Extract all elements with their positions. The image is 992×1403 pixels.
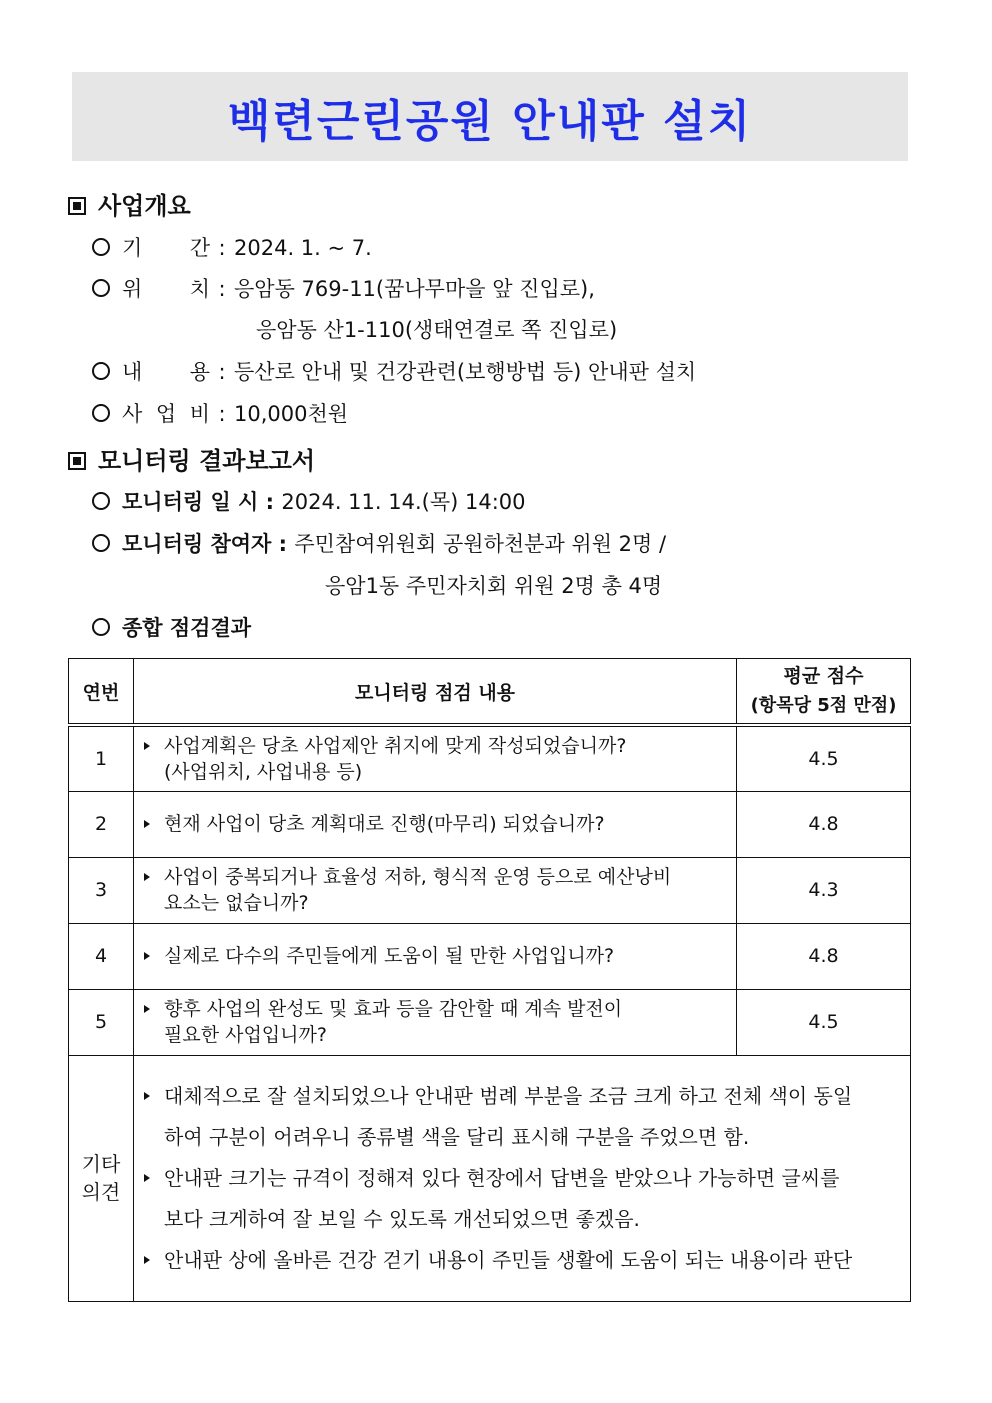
participants-value-1: 주민참여위원회 공원하천분과 위원 2명 / xyxy=(294,532,667,556)
header-content: 모니터링 점검 내용 xyxy=(134,659,737,726)
content-value: 등산로 안내 및 건강관련(보행방법 등) 안내판 설치 xyxy=(234,360,697,384)
monitoring-date-row: 모니터링 일 시 : 2024. 11. 14.(목) 14:00 xyxy=(92,486,526,516)
opinion-item: 안내판 상에 올바른 건강 걷기 내용이 주민들 생활에 도움이 되는 내용이라 판단 xyxy=(142,1240,904,1281)
row-score: 4.8 xyxy=(737,923,911,989)
period-value: 2024. 1. ~ 7. xyxy=(234,236,372,260)
circle-bullet-icon xyxy=(92,534,110,552)
triangle-bullet-icon xyxy=(144,1092,150,1100)
triangle-bullet-icon xyxy=(144,742,150,750)
square-bullet-icon xyxy=(68,452,86,470)
circle-bullet-icon xyxy=(92,492,110,510)
row-score: 4.3 xyxy=(737,857,911,923)
circle-bullet-icon xyxy=(92,404,110,422)
period-row: 기 간 : 2024. 1. ~ 7. xyxy=(92,232,372,262)
circle-bullet-icon xyxy=(92,238,110,256)
triangle-bullet-icon xyxy=(144,1174,150,1182)
table-row: 3 사업이 중복되거나 효율성 저하, 형식적 운영 등으로 예산낭비 요소는 없습니까? 4.3 xyxy=(69,857,911,923)
table-row: 1 사업계획은 당초 사업제안 취지에 맞게 작성되었습니까? (사업위치, 사업내용 등) 4.5 xyxy=(69,725,911,791)
summary-row xyxy=(92,612,251,642)
location-value-2: 응암동 산1-110(생태연결로 쪽 진입로) xyxy=(256,318,618,342)
section-monitoring-heading: 모니터링 결과보고서 xyxy=(68,441,315,476)
content-label: 내 용 xyxy=(122,360,210,384)
location-value-1: 응암동 769-11(꿈나무마을 앞 진입로), xyxy=(234,277,595,301)
location-row: 위 치 : 응암동 769-11(꿈나무마을 앞 진입로), xyxy=(92,273,595,303)
row-score: 4.8 xyxy=(737,791,911,857)
triangle-bullet-icon xyxy=(144,820,150,828)
content-row: 내 용 : 등산로 안내 및 건강관련(보행방법 등) 안내판 설치 xyxy=(92,356,696,386)
participants-label: 모니터링 참여자 xyxy=(122,532,272,556)
opinion-item: 안내판 크기는 규격이 정해져 있다 현장에서 답변을 받았으나 가능하면 글씨를 보다 크게하여 잘 보일 수 있도록 개선되었으면 좋겠음. xyxy=(142,1158,904,1240)
square-bullet-icon xyxy=(68,197,86,215)
section-overview-heading: 사업개요 xyxy=(68,186,191,221)
monitoring-date-value: 2024. 11. 14.(목) 14:00 xyxy=(281,490,526,514)
circle-bullet-icon xyxy=(92,279,110,297)
row-number: 2 xyxy=(69,791,134,857)
table-row: 2 현재 사업이 당초 계획대로 진행(마무리) 되었습니까? 4.8 xyxy=(69,791,911,857)
summary-label: 종합 점검결과 xyxy=(122,616,252,640)
table-row: 4 실제로 다수의 주민들에게 도움이 될 만한 사업입니까? 4.8 xyxy=(69,923,911,989)
row-score: 4.5 xyxy=(737,989,911,1055)
row-number: 1 xyxy=(69,725,134,791)
page-title: 백련근린공원 안내판 설치 xyxy=(227,95,753,147)
results-table xyxy=(68,658,911,1302)
row-score: 4.5 xyxy=(737,725,911,791)
opinion-item: 대체적으로 잘 설치되었으나 안내판 범례 부분을 조금 크게 하고 전체 색이 동일 하여 구분이 어려우니 종류별 색을 달리 표시해 구분을 주었으면 함. xyxy=(142,1076,904,1158)
location-label: 위 치 xyxy=(122,277,210,301)
budget-label: 사 업 비 xyxy=(122,402,210,426)
monitoring-date-label: 모니터링 일 시 xyxy=(122,490,259,514)
row-number: 5 xyxy=(69,989,134,1055)
triangle-bullet-icon xyxy=(144,1005,150,1013)
budget-row: 사 업 비 : 10,000천원 xyxy=(92,398,348,428)
header-score: 평균 점수 (항목당 5점 만점) xyxy=(737,659,911,726)
row-number: 3 xyxy=(69,857,134,923)
table-header-row xyxy=(69,659,911,726)
title-banner xyxy=(72,72,908,161)
period-label: 기 간 xyxy=(122,236,210,260)
other-opinion-label: 기타 의견 xyxy=(69,1055,134,1301)
circle-bullet-icon xyxy=(92,618,110,636)
budget-value: 10,000천원 xyxy=(234,402,349,426)
table-row: 5 향후 사업의 완성도 및 효과 등을 감안할 때 계속 발전이 필요한 사업입니까? 4.5 xyxy=(69,989,911,1055)
opinion-row xyxy=(69,1055,911,1301)
triangle-bullet-icon xyxy=(144,1256,150,1264)
row-number: 4 xyxy=(69,923,134,989)
participants-value-2: 응암1동 주민자치회 위원 2명 총 4명 xyxy=(325,574,663,598)
circle-bullet-icon xyxy=(92,362,110,380)
triangle-bullet-icon xyxy=(144,873,150,881)
triangle-bullet-icon xyxy=(144,952,150,960)
header-no: 연번 xyxy=(69,659,134,726)
participants-row: 모니터링 참여자 : 주민참여위원회 공원하천분과 위원 2명 / xyxy=(92,528,666,558)
